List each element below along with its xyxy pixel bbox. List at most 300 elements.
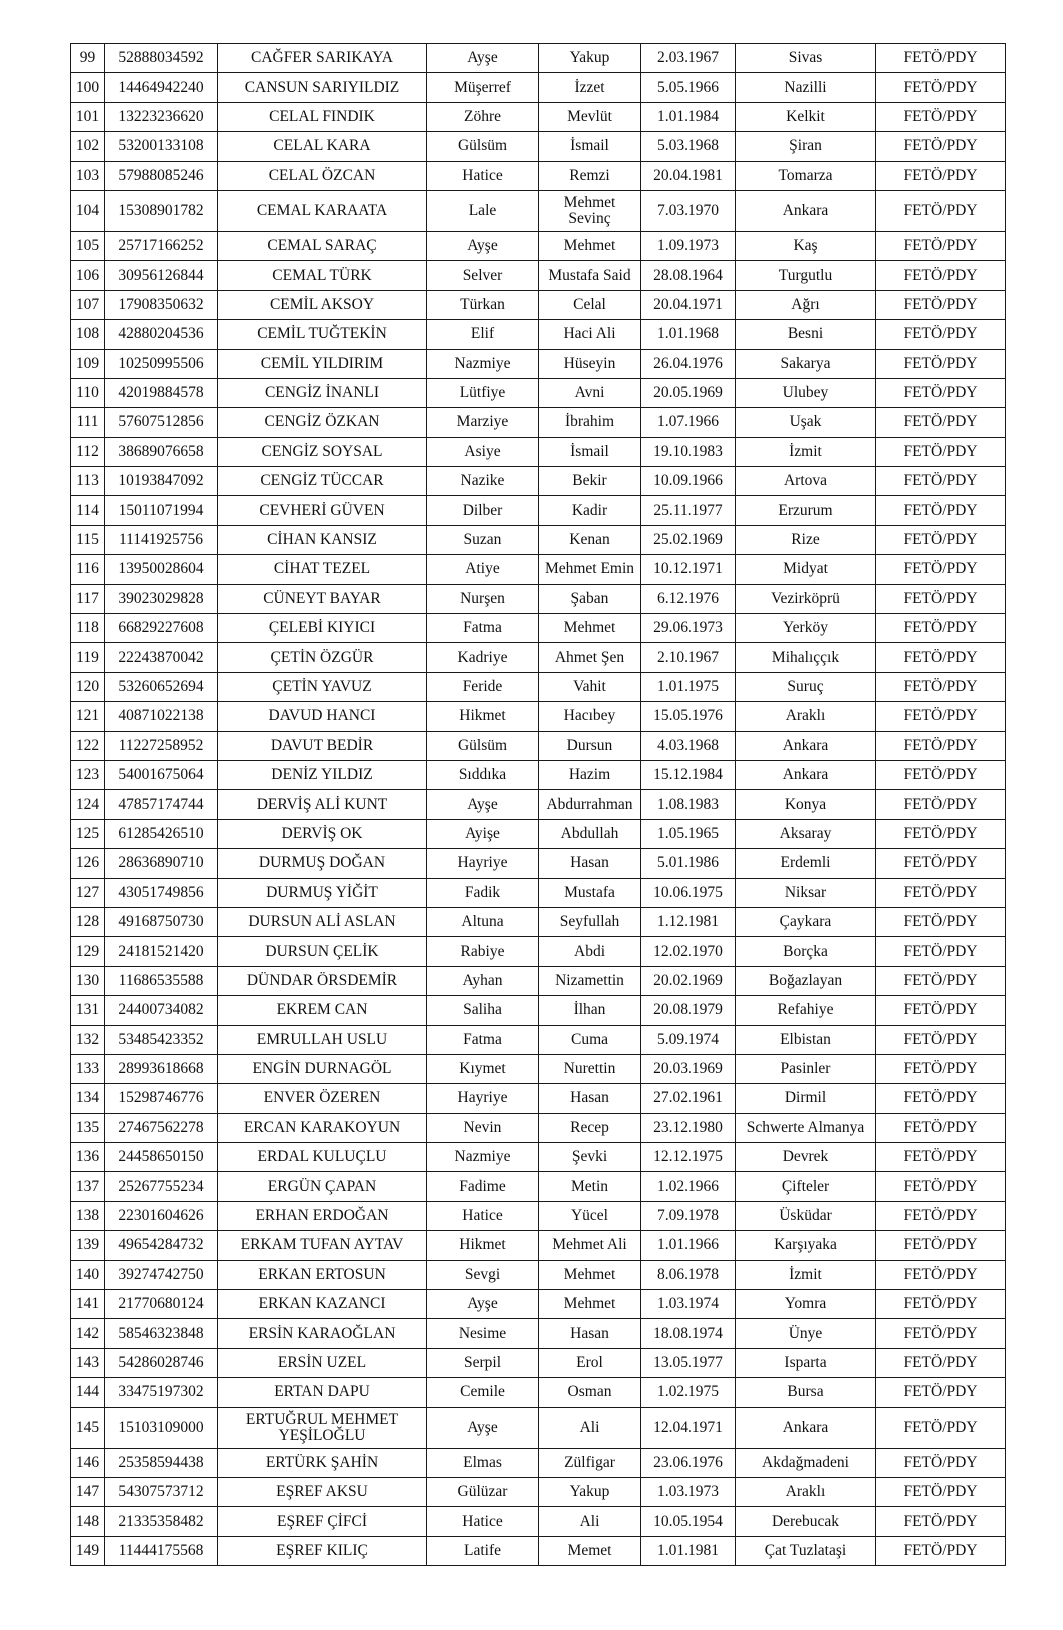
cell-organization: FETÖ/PDY [876,731,1006,760]
cell-mother-name: Hayriye [427,849,539,878]
cell-father-name: Kadir [539,496,641,525]
cell-birth-date: 5.09.1974 [641,1025,736,1054]
cell-row-number: 149 [71,1536,105,1565]
cell-birth-date: 13.05.1977 [641,1348,736,1377]
cell-full-name: CİHAN KANSIZ [218,525,427,554]
cell-birth-date: 4.03.1968 [641,731,736,760]
cell-organization: FETÖ/PDY [876,1319,1006,1348]
cell-father-name: Hüseyin [539,349,641,378]
table-row [71,525,1006,554]
cell-id-number: 30956126844 [105,261,218,290]
cell-birth-date: 2.03.1967 [641,44,736,73]
cell-mother-name: Rabiye [427,937,539,966]
cell-full-name: DAVUT BEDİR [218,731,427,760]
cell-birth-place: Çaykara [736,907,876,936]
cell-birth-place: İzmit [736,1260,876,1289]
cell-full-name: DURMUŞ YİĞİT [218,878,427,907]
cell-organization: FETÖ/PDY [876,790,1006,819]
cell-birth-place: Ankara [736,731,876,760]
cell-mother-name: Gülsüm [427,731,539,760]
cell-id-number: 15308901782 [105,190,218,231]
cell-mother-name: Hayriye [427,1084,539,1113]
cell-mother-name: Kıymet [427,1054,539,1083]
cell-organization: FETÖ/PDY [876,1084,1006,1113]
cell-father-name: İsmail [539,437,641,466]
cell-father-name: Hasan [539,849,641,878]
cell-organization: FETÖ/PDY [876,1348,1006,1377]
table-row [71,261,1006,290]
cell-full-name: CENGİZ TÜCCAR [218,467,427,496]
cell-organization: FETÖ/PDY [876,1113,1006,1142]
cell-mother-name: Cemile [427,1378,539,1407]
cell-full-name: ENGİN DURNAGÖL [218,1054,427,1083]
cell-id-number: 53260652694 [105,672,218,701]
table-row [71,44,1006,73]
cell-id-number: 10193847092 [105,467,218,496]
table-row [71,467,1006,496]
table-row [71,73,1006,102]
cell-row-number: 120 [71,672,105,701]
cell-birth-place: Sakarya [736,349,876,378]
table-row [71,1407,1006,1448]
cell-full-name: ERTÜRK ŞAHİN [218,1448,427,1477]
cell-birth-date: 23.12.1980 [641,1113,736,1142]
cell-birth-place: Kelkit [736,102,876,131]
cell-mother-name: Nazike [427,467,539,496]
cell-row-number: 107 [71,290,105,319]
cell-mother-name: Saliha [427,996,539,1025]
cell-birth-date: 7.03.1970 [641,190,736,231]
cell-birth-place: Niksar [736,878,876,907]
table-row [71,966,1006,995]
cell-row-number: 133 [71,1054,105,1083]
cell-row-number: 122 [71,731,105,760]
cell-organization: FETÖ/PDY [876,1260,1006,1289]
cell-row-number: 110 [71,378,105,407]
cell-father-name: Erol [539,1348,641,1377]
cell-birth-place: İzmit [736,437,876,466]
cell-row-number: 140 [71,1260,105,1289]
cell-full-name: ÇETİN ÖZGÜR [218,643,427,672]
cell-full-name: CEMAL KARAATA [218,190,427,231]
table-row [71,731,1006,760]
cell-organization: FETÖ/PDY [876,1477,1006,1506]
cell-father-name: Seyfullah [539,907,641,936]
cell-father-name: Mustafa Said [539,261,641,290]
cell-mother-name: Elif [427,320,539,349]
cell-id-number: 28993618668 [105,1054,218,1083]
table-row [71,1054,1006,1083]
cell-birth-date: 6.12.1976 [641,584,736,613]
cell-organization: FETÖ/PDY [876,467,1006,496]
cell-birth-date: 12.12.1975 [641,1143,736,1172]
cell-id-number: 54307573712 [105,1477,218,1506]
table-row [71,1319,1006,1348]
cell-id-number: 14464942240 [105,73,218,102]
cell-full-name: ERGÜN ÇAPAN [218,1172,427,1201]
cell-mother-name: Ayhan [427,966,539,995]
cell-organization: FETÖ/PDY [876,1172,1006,1201]
cell-full-name: ERKAM TUFAN AYTAV [218,1231,427,1260]
cell-full-name: CÜNEYT BAYAR [218,584,427,613]
cell-full-name: ÇETİN YAVUZ [218,672,427,701]
cell-id-number: 17908350632 [105,290,218,319]
cell-birth-date: 29.06.1973 [641,614,736,643]
cell-father-name: Yücel [539,1201,641,1230]
cell-father-name: Şaban [539,584,641,613]
cell-organization: FETÖ/PDY [876,1290,1006,1319]
cell-id-number: 61285426510 [105,819,218,848]
cell-row-number: 124 [71,790,105,819]
cell-full-name: EŞREF AKSU [218,1477,427,1506]
cell-id-number: 25358594438 [105,1448,218,1477]
cell-id-number: 13950028604 [105,555,218,584]
cell-id-number: 57988085246 [105,161,218,190]
cell-full-name: ERKAN ERTOSUN [218,1260,427,1289]
cell-father-name: Kenan [539,525,641,554]
cell-birth-date: 1.05.1965 [641,819,736,848]
cell-birth-date: 1.03.1974 [641,1290,736,1319]
cell-organization: FETÖ/PDY [876,231,1006,260]
cell-mother-name: Nazmiye [427,349,539,378]
table-row [71,349,1006,378]
cell-mother-name: Kadriye [427,643,539,672]
cell-full-name: CEMAL SARAÇ [218,231,427,260]
cell-full-name: CENGİZ SOYSAL [218,437,427,466]
cell-full-name: EŞREF KILIÇ [218,1536,427,1565]
cell-birth-place: Akdağmadeni [736,1448,876,1477]
cell-id-number: 24400734082 [105,996,218,1025]
cell-birth-place: Isparta [736,1348,876,1377]
cell-organization: FETÖ/PDY [876,584,1006,613]
cell-row-number: 111 [71,408,105,437]
cell-row-number: 138 [71,1201,105,1230]
cell-father-name: Recep [539,1113,641,1142]
cell-birth-date: 10.06.1975 [641,878,736,907]
cell-birth-place: Suruç [736,672,876,701]
cell-mother-name: Asiye [427,437,539,466]
cell-row-number: 141 [71,1290,105,1319]
cell-id-number: 58546323848 [105,1319,218,1348]
cell-mother-name: Nurşen [427,584,539,613]
cell-full-name: CAĞFER SARIKAYA [218,44,427,73]
cell-mother-name: Lale [427,190,539,231]
cell-row-number: 128 [71,907,105,936]
cell-birth-place: Borçka [736,937,876,966]
cell-organization: FETÖ/PDY [876,1507,1006,1536]
cell-id-number: 25267755234 [105,1172,218,1201]
cell-mother-name: Sıddıka [427,760,539,789]
table-row [71,849,1006,878]
cell-full-name: CEMİL AKSOY [218,290,427,319]
cell-organization: FETÖ/PDY [876,702,1006,731]
cell-mother-name: Lütfiye [427,378,539,407]
cell-birth-place: Dirmil [736,1084,876,1113]
cell-birth-date: 20.02.1969 [641,966,736,995]
cell-birth-place: Tomarza [736,161,876,190]
cell-row-number: 132 [71,1025,105,1054]
cell-mother-name: Dilber [427,496,539,525]
table-row [71,1507,1006,1536]
cell-organization: FETÖ/PDY [876,525,1006,554]
cell-id-number: 39274742750 [105,1260,218,1289]
cell-father-name: Yakup [539,1477,641,1506]
cell-mother-name: Marziye [427,408,539,437]
cell-row-number: 144 [71,1378,105,1407]
cell-birth-date: 20.08.1979 [641,996,736,1025]
cell-organization: FETÖ/PDY [876,102,1006,131]
cell-father-name: Mustafa [539,878,641,907]
cell-mother-name: Hatice [427,1201,539,1230]
cell-father-name: İlhan [539,996,641,1025]
cell-row-number: 104 [71,190,105,231]
cell-id-number: 54001675064 [105,760,218,789]
cell-organization: FETÖ/PDY [876,996,1006,1025]
cell-organization: FETÖ/PDY [876,378,1006,407]
cell-row-number: 126 [71,849,105,878]
cell-full-name: DURMUŞ DOĞAN [218,849,427,878]
cell-birth-place: Erdemli [736,849,876,878]
cell-id-number: 52888034592 [105,44,218,73]
cell-mother-name: Serpil [427,1348,539,1377]
table-row [71,1477,1006,1506]
cell-full-name: CEMAL TÜRK [218,261,427,290]
cell-row-number: 131 [71,996,105,1025]
cell-mother-name: Ayşe [427,231,539,260]
cell-birth-place: Kaş [736,231,876,260]
cell-organization: FETÖ/PDY [876,44,1006,73]
cell-id-number: 33475197302 [105,1378,218,1407]
cell-birth-date: 1.02.1975 [641,1378,736,1407]
cell-birth-place: Şiran [736,132,876,161]
cell-id-number: 11141925756 [105,525,218,554]
cell-organization: FETÖ/PDY [876,1201,1006,1230]
cell-row-number: 106 [71,261,105,290]
cell-row-number: 117 [71,584,105,613]
cell-mother-name: Atiye [427,555,539,584]
cell-father-name: Nizamettin [539,966,641,995]
cell-father-name: Şevki [539,1143,641,1172]
cell-row-number: 125 [71,819,105,848]
cell-birth-date: 25.02.1969 [641,525,736,554]
cell-row-number: 112 [71,437,105,466]
table-row [71,555,1006,584]
cell-full-name: DAVUD HANCI [218,702,427,731]
cell-mother-name: Müşerref [427,73,539,102]
cell-birth-place: Midyat [736,555,876,584]
table-row [71,643,1006,672]
cell-mother-name: Fadik [427,878,539,907]
table-row [71,1231,1006,1260]
table-row [71,1143,1006,1172]
cell-mother-name: Ayşe [427,1407,539,1448]
cell-birth-place: Boğazlayan [736,966,876,995]
cell-father-name: Remzi [539,161,641,190]
cell-father-name: Nurettin [539,1054,641,1083]
cell-birth-place: Ankara [736,190,876,231]
cell-father-name: Abdullah [539,819,641,848]
cell-father-name: İsmail [539,132,641,161]
cell-organization: FETÖ/PDY [876,907,1006,936]
cell-organization: FETÖ/PDY [876,261,1006,290]
table-row [71,1201,1006,1230]
cell-full-name: ENVER ÖZEREN [218,1084,427,1113]
cell-mother-name: Altuna [427,907,539,936]
table-row [71,132,1006,161]
cell-id-number: 27467562278 [105,1113,218,1142]
table-row [71,819,1006,848]
cell-id-number: 11444175568 [105,1536,218,1565]
cell-id-number: 11227258952 [105,731,218,760]
cell-birth-date: 5.01.1986 [641,849,736,878]
table-row [71,1084,1006,1113]
cell-id-number: 38689076658 [105,437,218,466]
cell-full-name: EŞREF ÇİFCİ [218,1507,427,1536]
cell-organization: FETÖ/PDY [876,437,1006,466]
cell-birth-date: 1.07.1966 [641,408,736,437]
cell-organization: FETÖ/PDY [876,496,1006,525]
table-row [71,907,1006,936]
cell-birth-place: Araklı [736,1477,876,1506]
cell-birth-place: Ankara [736,760,876,789]
table-row [71,231,1006,260]
cell-father-name: Bekir [539,467,641,496]
cell-id-number: 53485423352 [105,1025,218,1054]
cell-id-number: 10250995506 [105,349,218,378]
cell-organization: FETÖ/PDY [876,190,1006,231]
cell-father-name: Mehmet Sevinç [539,190,641,231]
cell-mother-name: Hatice [427,1507,539,1536]
personnel-list-table [70,43,1006,1566]
cell-mother-name: Latife [427,1536,539,1565]
cell-mother-name: Nesime [427,1319,539,1348]
cell-full-name: CENGİZ İNANLI [218,378,427,407]
cell-birth-date: 25.11.1977 [641,496,736,525]
cell-full-name: CENGİZ ÖZKAN [218,408,427,437]
cell-mother-name: Hatice [427,161,539,190]
cell-birth-place: Ulubey [736,378,876,407]
cell-father-name: Hasan [539,1084,641,1113]
cell-birth-date: 1.01.1968 [641,320,736,349]
cell-row-number: 134 [71,1084,105,1113]
cell-birth-place: Aksaray [736,819,876,848]
cell-birth-date: 20.04.1971 [641,290,736,319]
table-row [71,760,1006,789]
cell-row-number: 113 [71,467,105,496]
cell-father-name: Metin [539,1172,641,1201]
cell-full-name: EMRULLAH USLU [218,1025,427,1054]
cell-father-name: Zülfigar [539,1448,641,1477]
cell-mother-name: Gülüzar [427,1477,539,1506]
cell-birth-place: Schwerte Almanya [736,1113,876,1142]
table-row [71,878,1006,907]
cell-birth-date: 12.04.1971 [641,1407,736,1448]
cell-mother-name: Nazmiye [427,1143,539,1172]
cell-birth-place: Çat Tuzlataşi [736,1536,876,1565]
cell-organization: FETÖ/PDY [876,408,1006,437]
table-row [71,1025,1006,1054]
cell-father-name: Mehmet Ali [539,1231,641,1260]
cell-mother-name: Hikmet [427,1231,539,1260]
cell-row-number: 148 [71,1507,105,1536]
cell-father-name: Mehmet [539,1260,641,1289]
cell-birth-date: 10.09.1966 [641,467,736,496]
cell-birth-date: 1.01.1984 [641,102,736,131]
cell-birth-date: 20.04.1981 [641,161,736,190]
cell-id-number: 43051749856 [105,878,218,907]
cell-birth-date: 5.05.1966 [641,73,736,102]
cell-full-name: DERVİŞ ALİ KUNT [218,790,427,819]
cell-organization: FETÖ/PDY [876,966,1006,995]
cell-organization: FETÖ/PDY [876,878,1006,907]
cell-full-name: ÇELEBİ KIYICI [218,614,427,643]
cell-id-number: 53200133108 [105,132,218,161]
cell-row-number: 99 [71,44,105,73]
cell-organization: FETÖ/PDY [876,1231,1006,1260]
cell-birth-date: 23.06.1976 [641,1448,736,1477]
cell-father-name: Abdurrahman [539,790,641,819]
cell-birth-date: 26.04.1976 [641,349,736,378]
cell-id-number: 49168750730 [105,907,218,936]
cell-organization: FETÖ/PDY [876,1448,1006,1477]
cell-row-number: 100 [71,73,105,102]
cell-row-number: 109 [71,349,105,378]
cell-full-name: CİHAT TEZEL [218,555,427,584]
cell-organization: FETÖ/PDY [876,132,1006,161]
cell-birth-date: 20.03.1969 [641,1054,736,1083]
table-row [71,290,1006,319]
cell-full-name: CEVHERİ GÜVEN [218,496,427,525]
cell-full-name: DÜNDAR ÖRSDEMİR [218,966,427,995]
cell-father-name: Mevlüt [539,102,641,131]
cell-row-number: 142 [71,1319,105,1348]
cell-birth-date: 1.08.1983 [641,790,736,819]
table-row [71,790,1006,819]
cell-id-number: 42880204536 [105,320,218,349]
cell-row-number: 103 [71,161,105,190]
cell-father-name: Cuma [539,1025,641,1054]
cell-organization: FETÖ/PDY [876,73,1006,102]
cell-mother-name: Gülsüm [427,132,539,161]
table-row [71,1448,1006,1477]
cell-father-name: İbrahim [539,408,641,437]
cell-organization: FETÖ/PDY [876,161,1006,190]
cell-row-number: 102 [71,132,105,161]
cell-father-name: Ahmet Şen [539,643,641,672]
cell-birth-date: 1.01.1966 [641,1231,736,1260]
cell-father-name: Osman [539,1378,641,1407]
cell-organization: FETÖ/PDY [876,1536,1006,1565]
cell-birth-date: 15.12.1984 [641,760,736,789]
cell-id-number: 15103109000 [105,1407,218,1448]
cell-birth-date: 1.02.1966 [641,1172,736,1201]
cell-birth-place: Erzurum [736,496,876,525]
cell-organization: FETÖ/PDY [876,1143,1006,1172]
cell-father-name: Mehmet [539,231,641,260]
cell-id-number: 57607512856 [105,408,218,437]
cell-birth-place: Uşak [736,408,876,437]
cell-birth-place: Rize [736,525,876,554]
cell-id-number: 21335358482 [105,1507,218,1536]
cell-id-number: 47857174744 [105,790,218,819]
cell-birth-date: 1.01.1981 [641,1536,736,1565]
table-row [71,1113,1006,1142]
cell-birth-place: Artova [736,467,876,496]
cell-birth-date: 10.05.1954 [641,1507,736,1536]
cell-birth-date: 28.08.1964 [641,261,736,290]
cell-birth-date: 2.10.1967 [641,643,736,672]
cell-full-name: ERSİN KARAOĞLAN [218,1319,427,1348]
